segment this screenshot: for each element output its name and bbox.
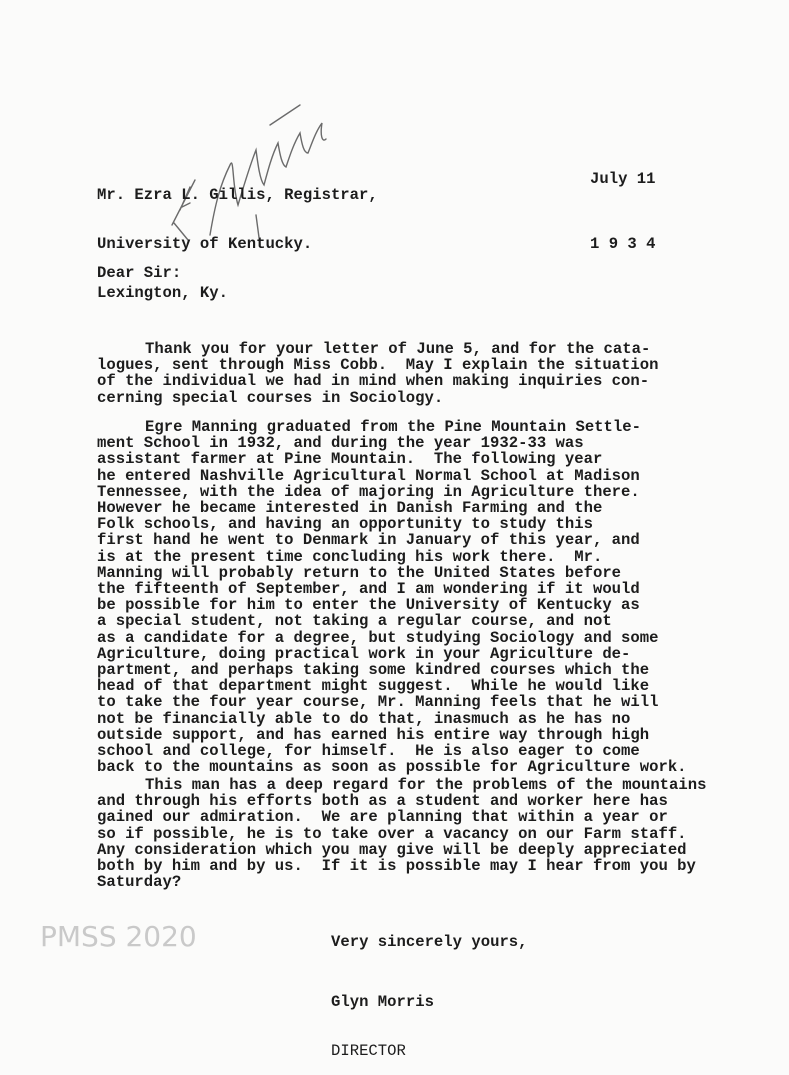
- paragraph-line: Tennessee, with the idea of majoring in Agriculture there.: [97, 482, 640, 501]
- date-year: 1 9 3 4: [590, 235, 656, 254]
- paragraph-line: Manning will probably return to the United States before: [97, 563, 622, 582]
- salutation-text: Dear Sir:: [97, 264, 182, 283]
- paragraph-line: he entered Nashville Agricultural Normal School at Madison: [97, 466, 640, 485]
- paragraph-line: first hand he went to Denmark in January of this year, and: [97, 531, 640, 550]
- address-line: Lexington, Ky.: [97, 283, 229, 302]
- paragraph-line: outside support, and has earned his entire way through high: [97, 725, 650, 744]
- closing-text: Very sincerely yours,: [331, 933, 528, 952]
- paragraph-line: Thank you for your letter of June 5, and for the cata-: [145, 340, 651, 358]
- paragraph-line: to take the four year course, Mr. Manning feels that he will: [97, 693, 659, 712]
- paragraph-line: ment School in 1932, and during the year 1932-33 was: [97, 434, 584, 453]
- paragraph-3: [97, 777, 706, 890]
- signer-name: Glyn Morris: [331, 993, 434, 1012]
- paragraph-line: Any consideration which you may give will be deeply appreciated: [97, 840, 687, 859]
- paragraph-line: head of that department might suggest. While he would like: [97, 677, 650, 696]
- paragraph-line: Saturday?: [97, 873, 182, 892]
- paragraph-line: is at the present time concluding his work there. Mr.: [97, 547, 603, 566]
- paragraph-line: Folk schools, and having an opportunity to study this: [97, 515, 593, 534]
- paragraph-line: cerning special courses in Sociology.: [97, 388, 444, 407]
- paragraph-line: as a candidate for a degree, but studying Sociology and some: [97, 628, 659, 647]
- watermark: PMSS 2020: [40, 920, 197, 953]
- paragraph-line: both by him and by us. If it is possible may I hear from you by: [97, 857, 696, 876]
- paragraph-line: This man has a deep regard for the problems of the mountains: [145, 776, 707, 794]
- paragraph-line: of the individual we had in mind when making inquiries con-: [97, 372, 650, 391]
- date-month-day: July 11: [590, 170, 656, 189]
- letter-date: [590, 139, 656, 284]
- paragraph-line: a special student, not taking a regular course, and not: [97, 612, 612, 631]
- paragraph-line: and through his efforts both as a student and worker here has: [97, 792, 668, 811]
- paragraph-line: Agriculture, doing practical work in your Agriculture de-: [97, 644, 631, 663]
- paragraph-line: not be financially able to do that, inasmuch as he has no: [97, 709, 631, 728]
- paragraph-1: [97, 341, 658, 406]
- salutation: [97, 233, 181, 298]
- signature-block: [331, 962, 434, 1075]
- address-line: University of Kentucky.: [97, 235, 313, 254]
- address-line: Mr. Ezra L. Gillis, Registrar,: [97, 186, 378, 205]
- paragraph-line: so if possible, he is to take over a vacancy on our Farm staff.: [97, 824, 687, 843]
- paragraph-line: partment, and perhaps taking some kindred courses which the: [97, 661, 650, 680]
- paragraph-line: school and college, for himself. He is also eager to come: [97, 742, 640, 761]
- paragraph-line: assistant farmer at Pine Mountain. The following year: [97, 450, 603, 469]
- paragraph-line: be possible for him to enter the University of Kentucky as: [97, 596, 640, 615]
- paragraph-line: the fifteenth of September, and I am wondering if it would: [97, 580, 640, 599]
- paragraph-line: logues, sent through Miss Cobb. May I explain the situation: [97, 356, 659, 375]
- closing: [331, 902, 528, 967]
- paragraph-line: However he became interested in Danish Farming and the: [97, 499, 603, 518]
- paragraph-line: Egre Manning graduated from the Pine Mountain Settle-: [145, 418, 641, 436]
- paragraph-line: back to the mountains as soon as possible for Agriculture work.: [97, 758, 687, 777]
- paragraph-2: [97, 419, 687, 775]
- signer-title: DIRECTOR: [331, 1042, 406, 1061]
- paragraph-line: gained our admiration. We are planning that within a year or: [97, 808, 668, 827]
